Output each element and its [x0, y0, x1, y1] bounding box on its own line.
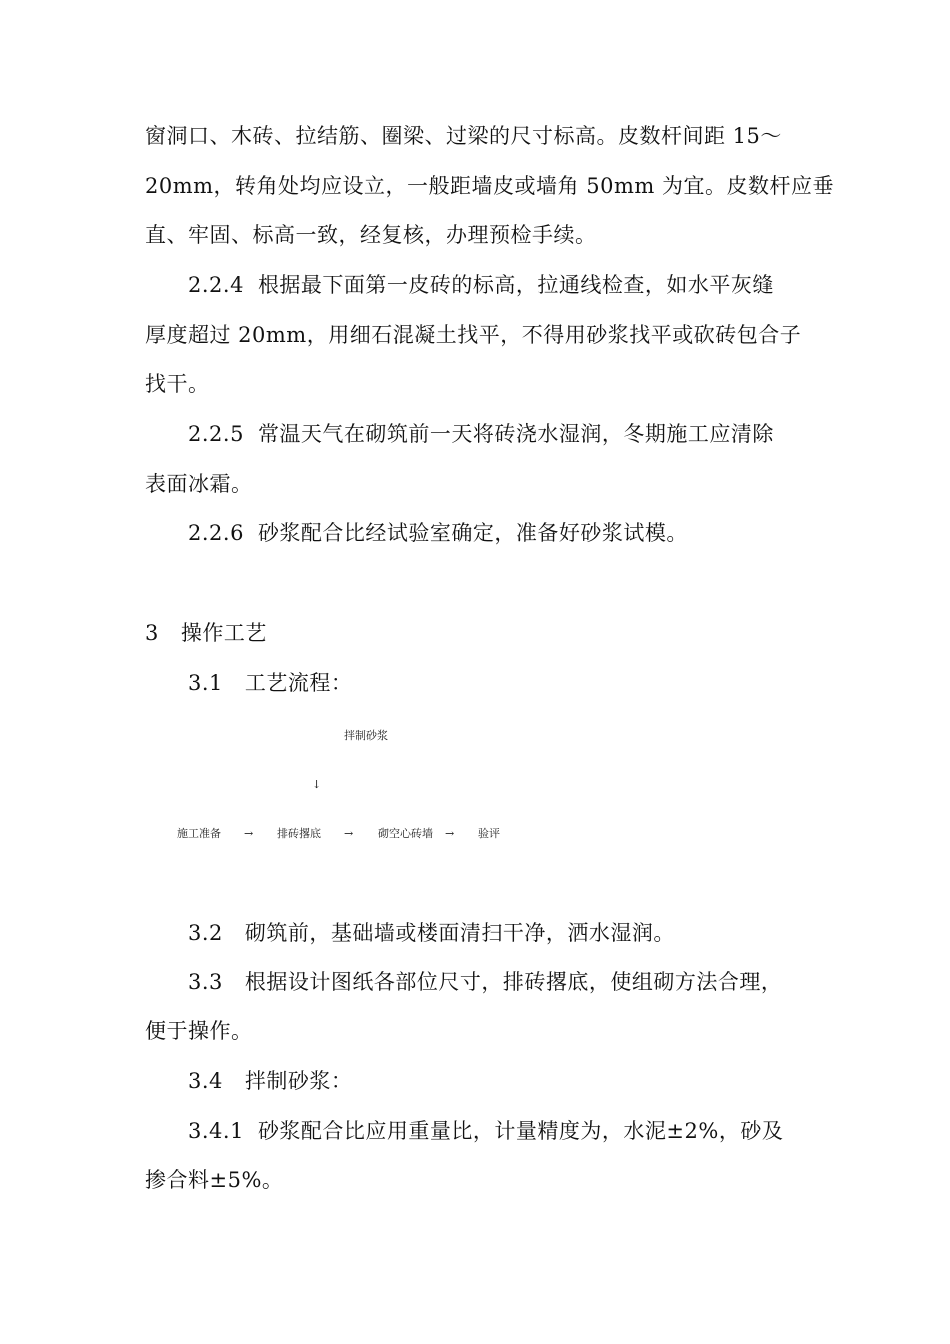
clause-3-3 — [188, 968, 782, 996]
flow-arrow: → — [445, 827, 455, 840]
flow-step-mix-mortar: 拌制砂浆 — [344, 729, 388, 742]
clause-text: 根据设计图纸各部位尺寸，排砖撂底，使组砌方法合理， — [244, 970, 783, 994]
clause-number: 2.2.5 — [188, 422, 244, 446]
flow-step-build-wall: 砌空心砖墙 — [378, 827, 433, 840]
text-line: 厚度超过 20mm，用细石混凝土找平，不得用砂浆找平或砍砖包合子 — [145, 323, 802, 347]
clause-title: 拌制砂浆： — [244, 1069, 353, 1093]
clause-2-2-5 — [188, 420, 774, 448]
clause-text: 常温天气在砌筑前一天将砖浇水湿润，冬期施工应清除 — [257, 422, 774, 446]
clause-text: 砂浆配合比应用重量比，计量精度为，水泥±2%，砂及 — [257, 1119, 784, 1143]
clause-number: 2.2.6 — [188, 521, 244, 545]
flow-step-inspect: 验评 — [478, 827, 500, 840]
flow-step-prep: 施工准备 — [177, 827, 221, 840]
text-line: 掺合料±5%。 — [145, 1168, 284, 1192]
clause-text: 砂浆配合比经试验室确定，准备好砂浆试模。 — [257, 521, 688, 545]
clause-number: 3.1 — [188, 671, 223, 695]
clause-2-2-4 — [188, 271, 774, 299]
clause-2-2-6 — [188, 519, 688, 547]
clause-number: 2.2.4 — [188, 273, 244, 297]
clause-3-4-1 — [188, 1117, 783, 1145]
section-number: 3 — [145, 621, 159, 645]
flow-down-arrow: ↓ — [312, 778, 322, 791]
text-line: 便于操作。 — [145, 1019, 253, 1043]
clause-number: 3.4 — [188, 1069, 223, 1093]
clause-title: 工艺流程： — [244, 671, 353, 695]
text-line: 找干。 — [145, 372, 210, 396]
flow-step-layout: 排砖撂底 — [277, 827, 321, 840]
clause-3-1 — [188, 669, 352, 697]
clause-3-4 — [188, 1067, 352, 1095]
clause-3-2 — [188, 919, 675, 947]
section-heading — [145, 619, 267, 647]
text-line: 窗洞口、木砖、拉结筋、圈梁、过梁的尺寸标高。皮数杆间距 15～ — [145, 124, 782, 148]
text-line: 表面冰霜。 — [145, 472, 253, 496]
clause-number: 3.4.1 — [188, 1119, 244, 1143]
text-line: 直、牢固、标高一致，经复核，办理预检手续。 — [145, 223, 597, 247]
flow-arrow: → — [344, 827, 354, 840]
text-line: 20mm，转角处均应设立，一般距墙皮或墙角 50mm 为宜。皮数杆应垂 — [145, 174, 834, 198]
section-title: 操作工艺 — [180, 621, 267, 645]
clause-text: 砌筑前，基础墙或楼面清扫干净，洒水湿润。 — [244, 921, 675, 945]
clause-number: 3.2 — [188, 921, 223, 945]
clause-number: 3.3 — [188, 970, 223, 994]
clause-text: 根据最下面第一皮砖的标高，拉通线检查，如水平灰缝 — [257, 273, 774, 297]
flow-arrow: → — [244, 827, 254, 840]
